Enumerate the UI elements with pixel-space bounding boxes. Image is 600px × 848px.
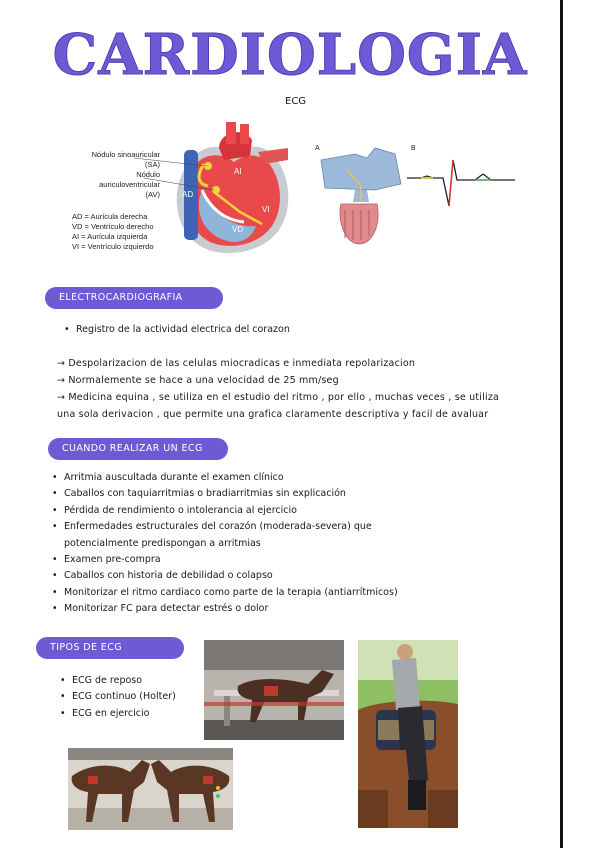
list-item: • Examen pre-compra	[50, 554, 398, 570]
chamber-label-ad: AD	[182, 190, 194, 199]
sa-node-label: Nódulo sinoauricular	[91, 150, 160, 159]
page-right-border	[560, 0, 563, 848]
av-node-label: Nódulo auriculoventricular	[99, 170, 160, 189]
ridden-horse-photo	[358, 640, 458, 828]
legend-vi: VI = Ventrículo izquierdo	[72, 242, 154, 251]
list-item: • Caballos con historia de debilidad o colapso	[50, 570, 398, 586]
av-node-abbr: (AV)	[145, 190, 160, 199]
section-header-tipos-ecg: TIPOS DE ECG	[36, 637, 184, 659]
list-item: • Monitorizar el ritmo cardiaco como parte de la terapia (antiarrítmicos)	[50, 587, 398, 603]
electro-text-line: → Medicina equina , se utiliza en el estudio del ritmo , por ello , muchas veces , se utiliza	[57, 392, 500, 403]
list-item-continuation: potencialmente predispongan a arritmias	[64, 537, 261, 549]
section-header-electrocardiografia: ELECTROCARDIOGRAFIA	[45, 287, 223, 309]
list-item: • ECG de reposo	[58, 675, 176, 691]
panel-label-a: A	[315, 145, 320, 152]
horses-ecg-photo	[68, 748, 233, 830]
list-item: • ECG continuo (Holter)	[58, 691, 176, 707]
chamber-label-vi: VI	[262, 205, 270, 214]
heart-legend	[72, 212, 154, 252]
electro-bullet-list	[62, 324, 290, 340]
list-item: • Caballos con taquiarritmias o bradiarritmias sin explicación	[50, 488, 398, 504]
list-item: • Registro de la actividad electrica del corazon	[62, 324, 290, 340]
page-title: CARDIOLOGIA	[52, 22, 528, 88]
heart-node-labels	[78, 150, 160, 200]
ecg-caption: ECG	[285, 96, 307, 107]
legend-ad: AD = Aurícula derecha	[72, 212, 148, 221]
legend-ai: AI = Aurícula izquierda	[72, 232, 148, 241]
legend-vd: VD = Ventrículo derecho	[72, 222, 154, 231]
sa-node-abbr: (SA)	[145, 160, 160, 169]
electro-text-line: → Despolarizacion de las celulas miocradicas e inmediata repolarizacion	[57, 358, 416, 369]
tipos-bullet-list	[58, 675, 176, 724]
electro-text-line: → Normalemente se hace a una velocidad de 25 mm/seg	[57, 375, 339, 386]
list-item: • Arritmia auscultada durante el examen clínico	[50, 472, 398, 488]
section-header-cuando-realizar: CUANDO REALIZAR UN ECG	[48, 438, 228, 460]
cuando-bullet-list	[50, 472, 398, 620]
chamber-label-ai: AI	[234, 167, 242, 176]
treadmill-horse-photo	[204, 640, 344, 740]
list-item: • Pérdida de rendimiento o intolerancia al ejercicio	[50, 505, 398, 521]
list-item: • Enfermedades estructurales del corazón (moderada-severa) que	[50, 521, 398, 537]
ecg-illustration	[315, 140, 525, 250]
list-item: • Monitorizar FC para detectar estrés o dolor	[50, 603, 398, 619]
list-item: • ECG en ejercicio	[58, 708, 176, 724]
panel-label-b: B	[411, 145, 416, 152]
electro-text-line: una sola derivacion , que permite una grafica claramente descriptiva y facil de avaluar	[57, 409, 489, 420]
chamber-label-vd: VD	[232, 225, 244, 234]
